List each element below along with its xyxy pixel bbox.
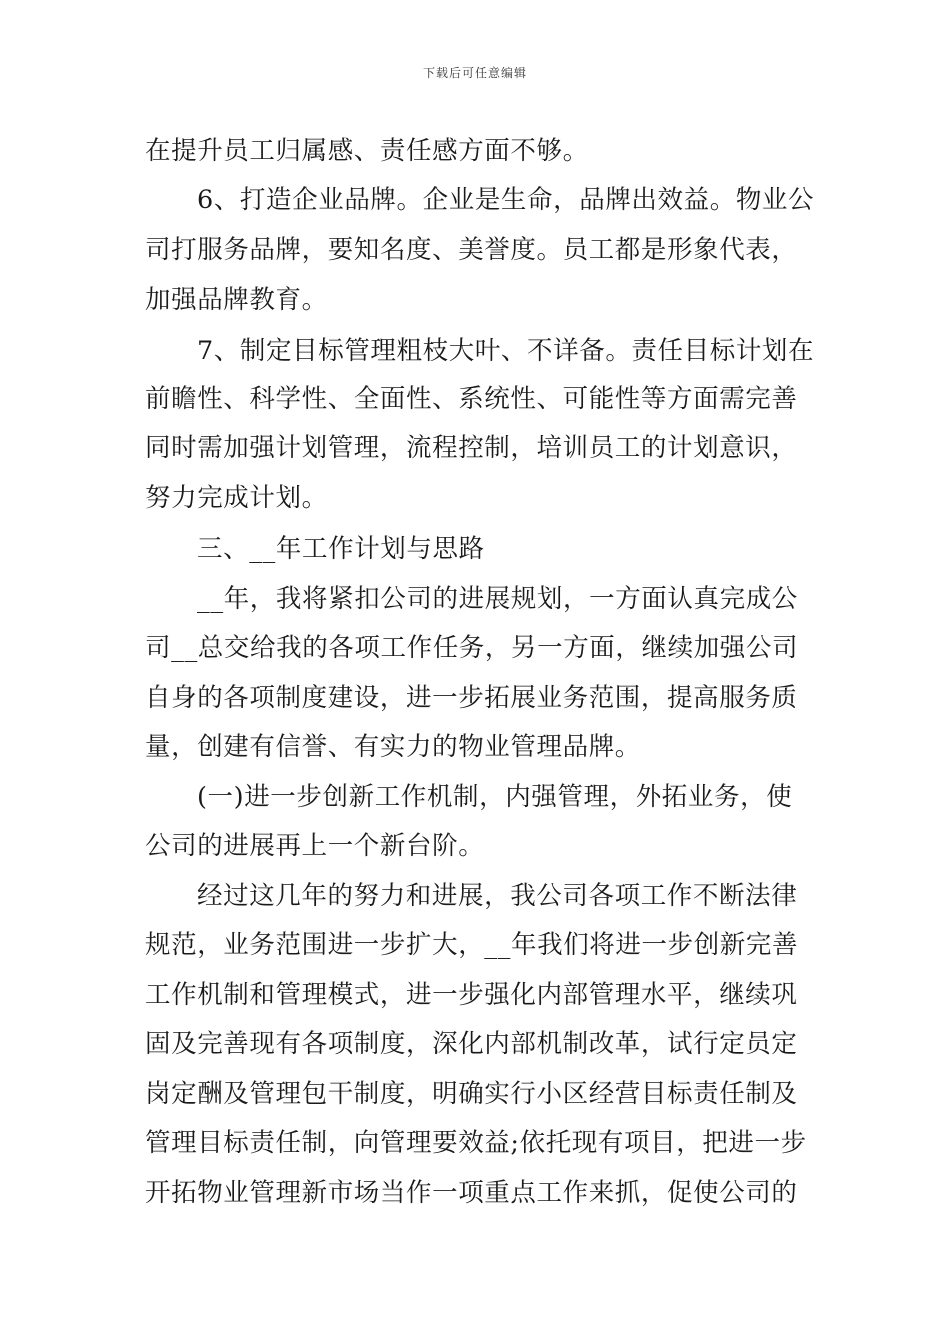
subsection-heading: (一)进一步创新工作机制，内强管理，外拓业务，使	[197, 782, 793, 812]
body-line: 司打服务品牌，要知名度、美誉度。员工都是形象代表，	[145, 235, 798, 265]
body-line: 加强品牌教育。	[145, 285, 328, 315]
page-header: 下载后可任意编辑	[422, 66, 527, 80]
body-line: 经过这几年的努力和进展，我公司各项工作不断法律	[197, 881, 798, 911]
body-line: 同时需加强计划管理，流程控制，培训员工的计划意识，	[145, 433, 798, 463]
body-line: 努力完成计划。	[145, 483, 328, 513]
section-heading: 三、__年工作计划与思路	[197, 534, 485, 564]
body-line: 岗定酬及管理包干制度，明确实行小区经营目标责任制及	[145, 1079, 798, 1109]
body-line: 司__总交给我的各项工作任务，另一方面，继续加强公司	[145, 633, 799, 663]
body-line: 开拓物业管理新市场当作一项重点工作来抓，促使公司的	[145, 1178, 798, 1208]
body-line: 6、打造企业品牌。企业是生命，品牌出效益。物业公	[197, 185, 815, 215]
body-line: 管理目标责任制，向管理要效益;依托现有项目，把进一步	[145, 1128, 807, 1158]
body-line: 在提升员工归属感、责任感方面不够。	[145, 136, 589, 166]
body-line: 规范，业务范围进一步扩大，__年我们将进一步创新完善	[145, 930, 799, 960]
body-line: 量，创建有信誉、有实力的物业管理品牌。	[145, 732, 641, 762]
body-line: 工作机制和管理模式，进一步强化内部管理水平，继续巩	[145, 980, 798, 1010]
body-line: 自身的各项制度建设，进一步拓展业务范围，提高服务质	[145, 683, 798, 713]
body-line: 公司的进展再上一个新台阶。	[145, 831, 485, 861]
body-line: 固及完善现有各项制度，深化内部机制改革，试行定员定	[145, 1029, 798, 1059]
body-line: 前瞻性、科学性、全面性、系统性、可能性等方面需完善	[145, 384, 798, 414]
body-line: __年，我将紧扣公司的进展规划，一方面认真完成公	[197, 584, 798, 614]
body-line: 7、制定目标管理粗枝大叶、不详备。责任目标计划在	[197, 336, 815, 366]
